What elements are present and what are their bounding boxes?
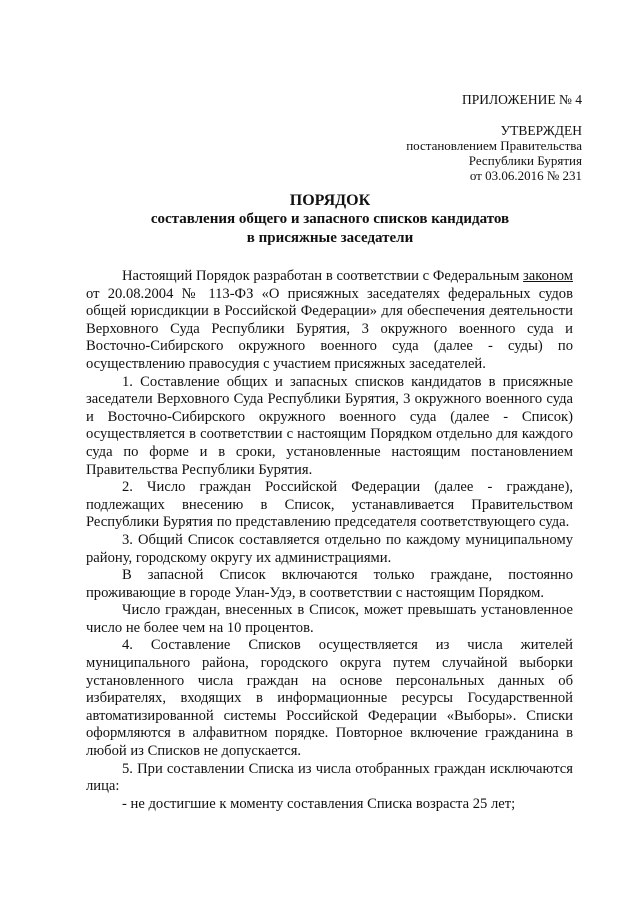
approval-line-1: постановлением Правительства <box>406 138 582 153</box>
approval-line-2: Республики Бурятия <box>468 153 582 168</box>
paragraph-4: 4. Составление Списков осуществляется из числа жителей муниципального района, городского округа путем случайной выборки установленного числа граждан на основе персональных данных об избирателях, входящих в информационные ресурсы Государственной автоматизированной системы Российской Федерации «Выборы». Списки оформляются в алфавитном порядке. Повторное включение гражданина в любой из Списков не допускается. <box>86 637 573 760</box>
paragraph-3: 3. Общий Список составляется отдельно по каждому муниципальному району, городскому округу их администрациями. <box>86 531 573 566</box>
title-main: ПОРЯДОК <box>289 192 371 209</box>
paragraph-5a: - не достигшие к моменту составления Списка возраста 25 лет; <box>122 795 516 812</box>
paragraph-5: 5. При составлении Списка из числа отобранных граждан исключаются лица: <box>86 760 573 795</box>
approval-line-3: от 03.06.2016 № 231 <box>469 168 582 183</box>
paragraph-2: 2. Число граждан Российской Федерации (далее - граждане), подлежащих внесению в Список, устанавливается Правительством Республики Бурятия по представлению председателя соответствующего суда. <box>86 479 573 531</box>
approved-label: УТВЕРЖДЕН <box>500 123 582 138</box>
intro-text-start: Настоящий Порядок разработан в соответствии с Федеральным <box>122 268 524 284</box>
paragraph-1: 1. Составление общих и запасных списков кандидатов в присяжные заседатели Верховного Суда Республики Бурятия, 3 окружного военного суда и Восточно-Сибирского окружного военного суда (далее - Список) осуществляется в соответствии с настоящим Порядком отдельно для каждого суда по форме и в сроки, установленные настоящим постановлением Правительства Республики Бурятия. <box>86 373 573 478</box>
title-subtitle-2: в присяжные заседатели <box>246 230 414 246</box>
intro-text-end: от 20.08.2004 № 113-ФЗ «О присяжных заседателях федеральных судов общей юрисдикции в Российской Федерации» для обеспечения деятельности Верховного Суда Республики Бурятия, 3 окружного военного суда и Восточно-Сибирского окружного военного суда (далее - суды) по осуществлению правосудия с участием присяжных заседателей. <box>86 285 573 372</box>
intro-paragraph <box>86 268 573 374</box>
paragraph-3b: Число граждан, внесенных в Список, может превышать установленное число не более чем на 10 процентов. <box>86 602 573 636</box>
title-subtitle-1: составления общего и запасного списков кандидатов <box>150 211 510 227</box>
paragraph-3a: В запасной Список включаются только граждане, постоянно проживающие в городе Улан-Удэ, в соответствии с настоящим Порядком. <box>86 567 573 601</box>
document-body <box>86 268 573 813</box>
approval-header <box>406 92 582 183</box>
document-title <box>80 191 580 248</box>
appendix-label: ПРИЛОЖЕНИЕ № 4 <box>461 92 582 107</box>
law-link[interactable]: законом <box>523 268 573 284</box>
